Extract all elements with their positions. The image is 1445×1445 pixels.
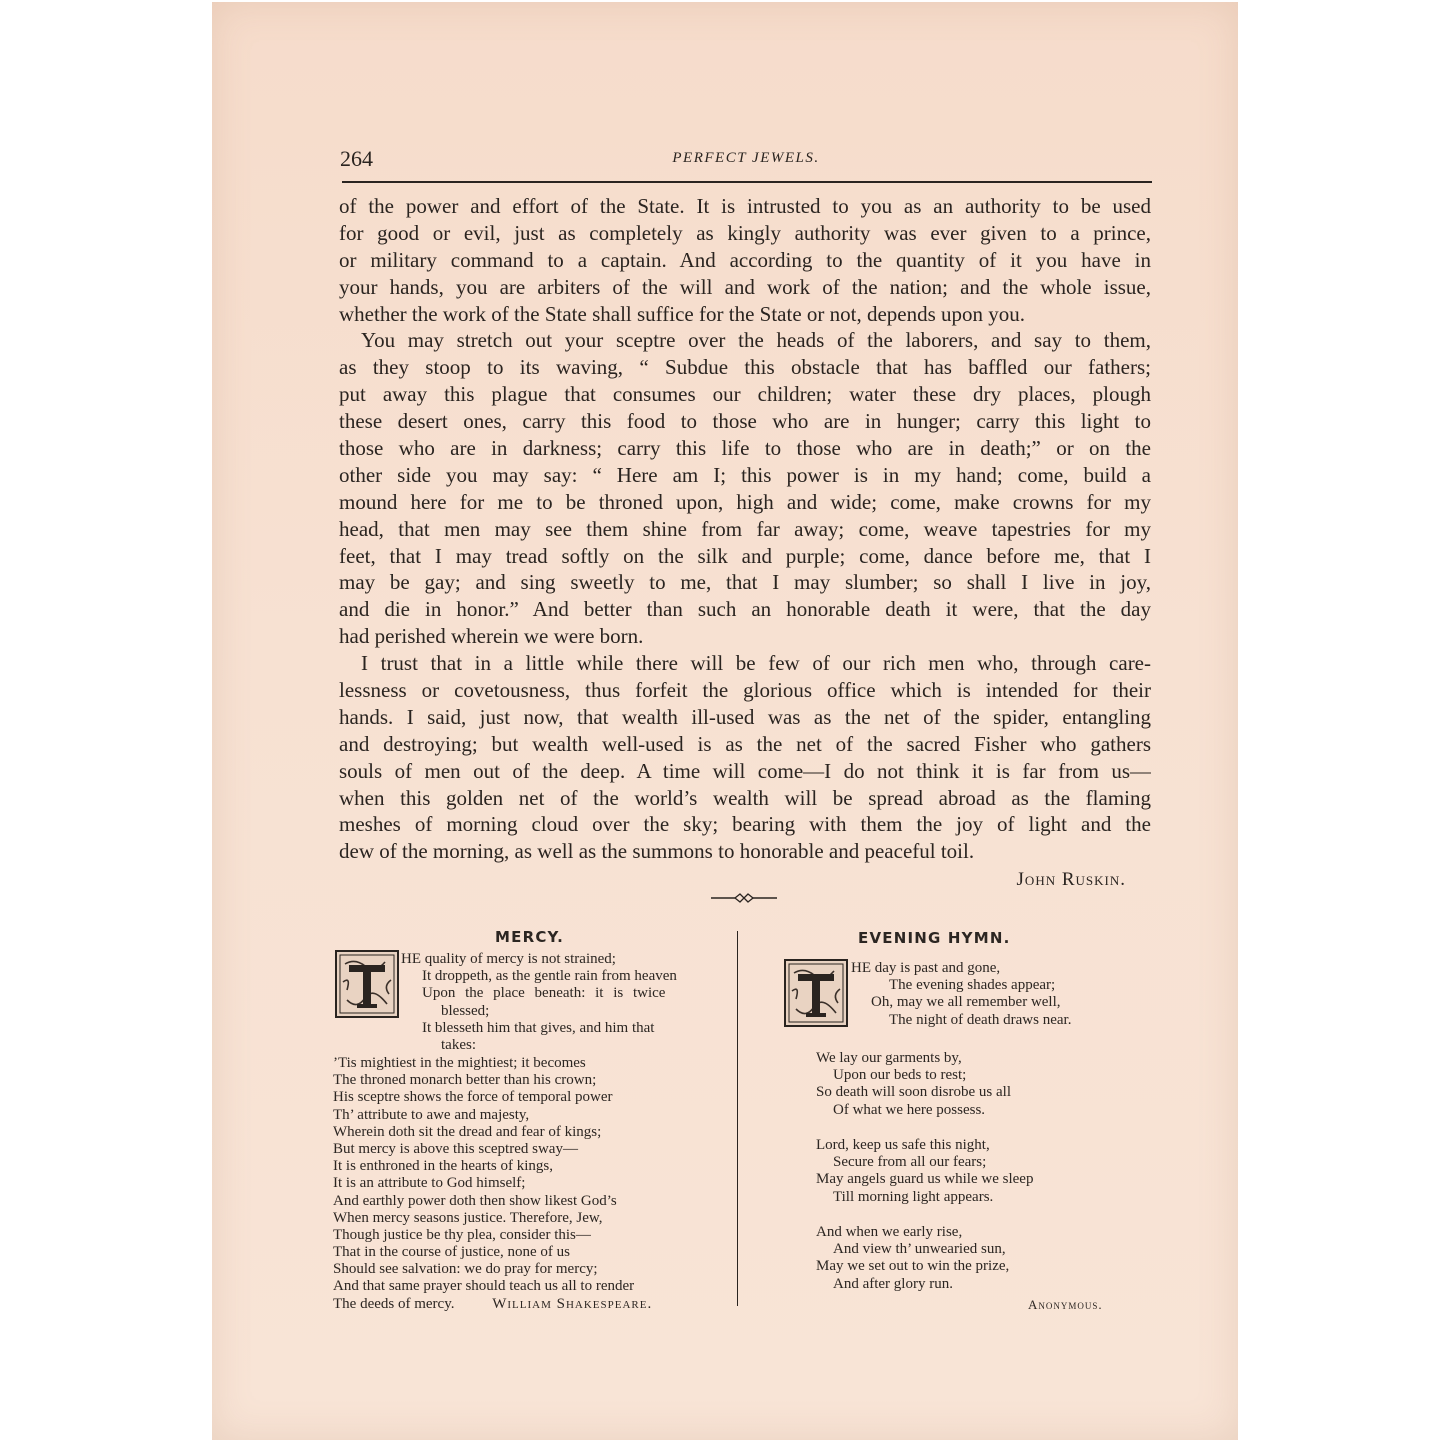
column-divider	[737, 931, 738, 1306]
mercy-line: But mercy is above this sceptred sway—	[333, 1140, 578, 1157]
mercy-line: It is an attribute to God himself;	[333, 1175, 526, 1192]
mercy-intro-line: takes:	[441, 1036, 476, 1053]
mercy-line: His sceptre shows the force of temporal power	[333, 1089, 613, 1106]
hymn-line: Of what we here possess.	[833, 1101, 986, 1118]
mercy-line: The throned monarch better than his crown;	[333, 1072, 597, 1089]
prose-line: souls of men out of the deep. A time will come—I do not think it is far from us—	[339, 758, 1151, 783]
mercy-intro-line: HE quality of mercy is not strained;	[401, 951, 616, 967]
hymn-line: May we set out to win the prize,	[816, 1258, 1010, 1275]
mercy-intro-line: It droppeth, as the gentle rain from heaven	[422, 968, 677, 985]
running-title: PERFECT JEWELS.	[672, 150, 820, 166]
mercy-line: Th’ attribute to awe and majesty,	[333, 1106, 530, 1123]
prose-line: your hands, you are arbiters of the will and work of the nation; and the whole issue,	[339, 274, 1151, 299]
prose-line: those who are in darkness; carry this life to those who are in death;” or on the	[339, 436, 1151, 461]
prose-line: or military command to a captain. And according to the quantity of it you have in	[339, 247, 1151, 272]
mercy-line: That in the course of justice, none of us	[333, 1244, 571, 1261]
mercy-line: Should see salvation: we do pray for mercy;	[333, 1261, 598, 1278]
prose-line: of the power and effort of the State. It is intrusted to you as an authority to be used	[339, 194, 1151, 218]
prose-line: other side you may say: “ Here am I; this power is in my hand; come, build a	[339, 462, 1151, 487]
prose-line: and destroying; but wealth well-used is as the net of the sacred Fisher who gathers	[339, 731, 1151, 756]
hymn-intro-line: The evening shades appear;	[889, 977, 1056, 994]
mercy-author: William Shakespeare.	[492, 1295, 653, 1312]
mercy-line: And that same prayer should teach us all to render	[333, 1278, 635, 1295]
prose-line: lessness or covetousness, thus forfeit the glorious office which is intended for their	[339, 678, 1151, 703]
hymn-title: EVENING HYMN.	[858, 929, 1011, 947]
prose-line: feet, that I may tread softly on the silk and purple; come, dance before me, that I	[339, 543, 1151, 568]
prose-line: these desert ones, carry this food to those who are in hunger; carry this light to	[339, 409, 1151, 434]
hymn-line: And after glory run.	[833, 1275, 953, 1292]
page-number: 264	[340, 146, 373, 171]
prose-line: had perished wherein we were born.	[339, 624, 644, 649]
hymn-intro-line: Oh, may we all remember well,	[871, 994, 1061, 1011]
hymn-line: May angels guard us while we sleep	[816, 1171, 1034, 1188]
prose-line: may be gay; and sing sweetly to me, that I may slumber; so shall I live in joy,	[339, 570, 1151, 595]
prose-line: for good or evil, just as completely as kingly authority was ever given to a prince,	[339, 220, 1151, 245]
prose-line: dew of the morning, as well as the summons to honorable and peaceful toil.	[339, 839, 975, 864]
mercy-final-line	[333, 1296, 652, 1313]
header-rule	[342, 181, 1152, 183]
mercy-line: Though justice be thy plea, consider this—	[333, 1226, 591, 1243]
mercy-title: MERCY.	[495, 928, 565, 946]
hymn-line: And when we early rise,	[816, 1224, 963, 1240]
hymn-line: Secure from all our fears;	[833, 1154, 987, 1171]
evening-hymn-poem	[782, 929, 1142, 1319]
mercy-line: It is enthroned in the hearts of kings,	[333, 1158, 553, 1175]
mercy-line: When mercy seasons justice. Therefore, Jew,	[333, 1209, 603, 1226]
prose-line: as they stoop to its waving, “ Subdue this obstacle that has baffled our fathers;	[339, 355, 1151, 380]
drop-cap-t-icon	[335, 950, 399, 1018]
prose-line: whether the work of the State shall suffice for the State or not, depends upon you.	[339, 301, 1026, 326]
hymn-line: So death will soon disrobe us all	[816, 1084, 1011, 1101]
mercy-intro-line: Upon the place beneath: it is twice	[422, 985, 666, 1002]
mercy-intro-line: It blesseth him that gives, and him that	[422, 1019, 655, 1036]
hymn-author: Anonymous.	[1028, 1297, 1103, 1312]
drop-cap-t-icon	[784, 959, 848, 1027]
prose-line: I trust that in a little while there will be few of our rich men who, through care-	[361, 651, 1151, 676]
prose-line: put away this plague that consumes our children; water these dry places, plough	[339, 382, 1151, 407]
prose-line: when this golden net of the world’s wealth will be spread abroad as the flaming	[339, 785, 1151, 810]
hymn-intro-line: HE day is past and gone,	[851, 960, 1001, 976]
mercy-poem	[333, 928, 733, 1318]
hymn-line: And view th’ unwearied sun,	[833, 1241, 1006, 1258]
prose-line: hands. I said, just now, that wealth ill-used was as the net of the spider, entangling	[339, 704, 1151, 729]
mercy-intro-line: blessed;	[441, 1002, 490, 1019]
prose-line: mound here for me to be throned upon, high and wide; come, make crowns for my	[339, 489, 1151, 514]
mercy-line: ’Tis mightiest in the mightiest; it becomes	[333, 1055, 586, 1071]
prose-author: John Ruskin.	[1016, 869, 1126, 890]
mercy-line: Wherein doth sit the dread and fear of kings;	[333, 1123, 602, 1140]
prose-line: meshes of morning cloud over the sky; bearing with them the joy of light and the	[339, 812, 1151, 837]
prose-passage	[339, 193, 1151, 865]
hymn-line: Till morning light appears.	[833, 1188, 994, 1205]
hymn-line: Upon our beds to rest;	[833, 1067, 967, 1084]
hymn-line: Lord, keep us safe this night,	[816, 1137, 990, 1153]
prose-line: and die in honor.” And better than such an honorable death it were, that the day	[339, 597, 1151, 622]
prose-line: You may stretch out your sceptre over the heads of the laborers, and say to them,	[361, 328, 1151, 353]
mercy-line: And earthly power doth then show likest God’s	[333, 1192, 617, 1209]
mercy-last-line: The deeds of mercy.	[333, 1295, 455, 1312]
page-header	[340, 146, 1152, 176]
hymn-line: We lay our garments by,	[816, 1050, 962, 1066]
ornament-divider	[711, 891, 777, 905]
prose-line: head, that men may see them shine from far away; come, weave tapestries for my	[339, 516, 1151, 541]
hymn-intro-line: The night of death draws near.	[889, 1011, 1072, 1028]
